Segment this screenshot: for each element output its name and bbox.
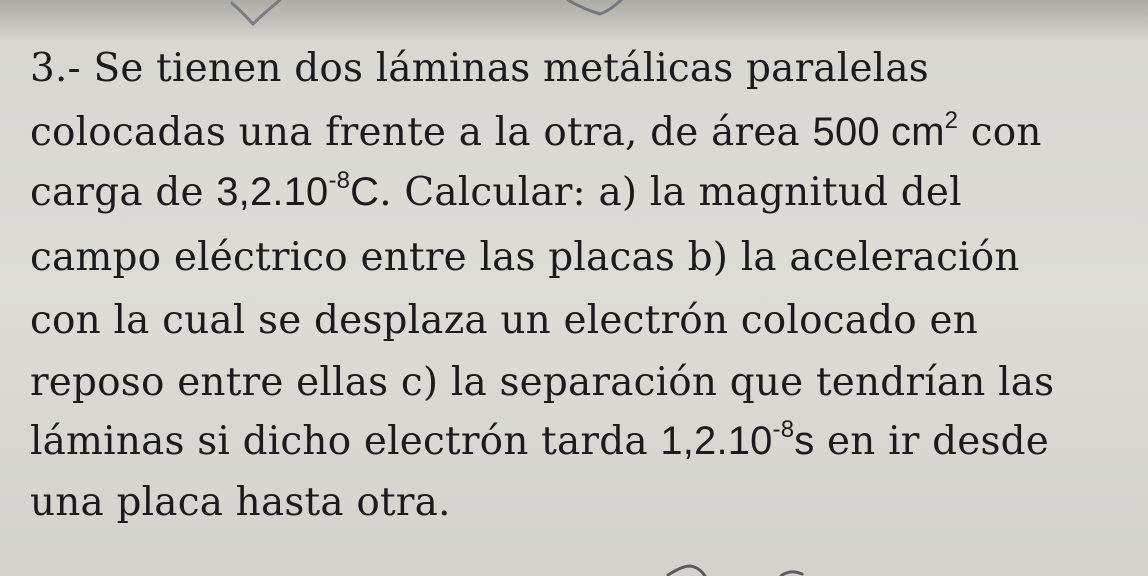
- problem-text: colocadas una frente a la otra, de área: [30, 110, 813, 155]
- problem-text: carga de: [30, 170, 217, 215]
- problem-line-7: [30, 410, 1118, 472]
- problem-line-6: [30, 352, 1118, 414]
- time-unit: s: [794, 419, 815, 463]
- problem-text: . Calcular: a) la magnitud del: [379, 170, 962, 215]
- problem-line-8: [30, 472, 1118, 534]
- problem-text-line-5: con la cual se desplaza un electrón colocado en: [30, 298, 978, 343]
- problem-text: láminas si dicho electrón tarda: [30, 419, 661, 464]
- time-exponent: -8: [772, 416, 795, 443]
- charge-unit: C: [350, 170, 380, 214]
- area-value: 500 cm: [812, 110, 945, 154]
- problem-line-1: [30, 38, 1118, 100]
- problem-text-line-1: 3.- Se tienen dos láminas metálicas paralelas: [30, 46, 929, 91]
- problem-text-line-4: campo eléctrico entre las placas b) la aceleración: [30, 235, 1020, 280]
- problem-text: con: [958, 110, 1042, 155]
- problem-line-3: [30, 161, 1118, 223]
- problem-line-4: [30, 227, 1118, 289]
- charge-value: 3,2.10: [216, 170, 329, 214]
- problem-text-line-8: una placa hasta otra.: [30, 480, 451, 525]
- area-exponent: 2: [944, 107, 959, 134]
- problem-line-2: [30, 101, 1118, 163]
- problem-text-line-6: reposo entre ellas c) la separación que tendrían las: [30, 360, 1055, 405]
- time-value: 1,2.10: [660, 419, 773, 463]
- problem-text: en ir desde: [814, 419, 1050, 464]
- problem-line-5: [30, 290, 1118, 352]
- charge-exponent: -8: [328, 167, 351, 194]
- page-shadow: [0, 0, 1148, 40]
